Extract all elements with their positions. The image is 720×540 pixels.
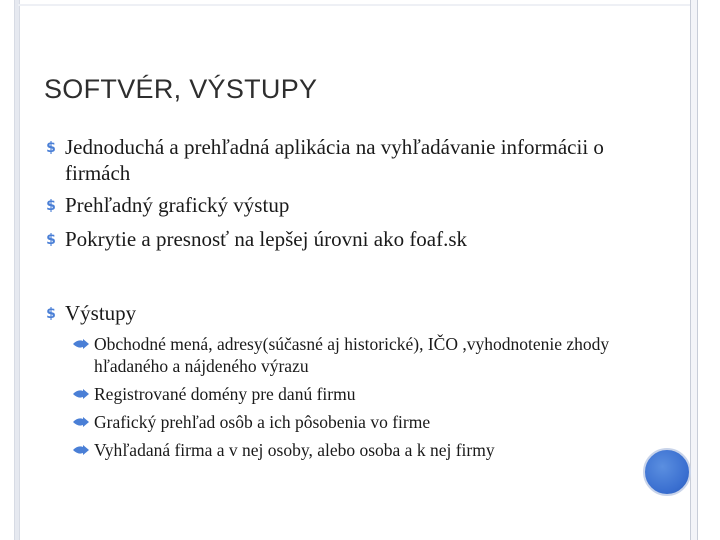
sub-bullet-text: Vyhľadaná firma a v nej osoby, alebo osoba a k nej firmy xyxy=(94,440,495,460)
arrow-bullet-icon xyxy=(72,338,90,350)
arrow-bullet-icon xyxy=(72,444,90,456)
bullet-text: Pokrytie a presnosť na lepšej úrovni ako foaf.sk xyxy=(65,227,468,251)
bullet-text: Jednoduchá a prehľadná aplikácia na vyhľadávanie informácii o firmách xyxy=(65,135,604,185)
sub-bullet-text: Registrované domény pre danú firmu xyxy=(94,384,356,404)
slide-frame-left xyxy=(14,0,20,540)
slide-frame-right xyxy=(690,0,698,540)
slide-title: SOFTVÉR, VÝSTUPY xyxy=(44,74,318,104)
dollar-sign-icon xyxy=(44,232,58,246)
list-item xyxy=(72,383,632,405)
sub-bullet-text: Grafický prehľad osôb a ich pôsobenia vo firme xyxy=(94,412,431,432)
bullet-text: Prehľadný grafický výstup xyxy=(65,193,290,217)
svg-text:$: $ xyxy=(46,306,56,320)
dollar-sign-icon xyxy=(44,140,58,154)
arrow-bullet-icon xyxy=(72,416,90,428)
list-item xyxy=(44,300,644,326)
decorative-circle xyxy=(643,448,691,496)
list-item xyxy=(44,192,644,218)
dollar-sign-icon xyxy=(44,306,58,320)
section-label: Výstupy xyxy=(65,301,137,325)
dollar-sign-icon xyxy=(44,198,58,212)
arrow-bullet-icon xyxy=(72,388,90,400)
svg-text:$: $ xyxy=(46,198,56,212)
list-item xyxy=(44,226,644,252)
slide-frame-top xyxy=(18,4,690,6)
sub-bullet-list xyxy=(72,333,632,467)
section-bullet-list xyxy=(44,300,644,326)
svg-text:$: $ xyxy=(46,232,56,246)
main-bullet-list xyxy=(44,134,644,260)
list-item xyxy=(72,439,632,461)
list-item xyxy=(72,333,632,377)
list-item xyxy=(44,134,644,186)
svg-text:$: $ xyxy=(46,140,56,154)
list-item xyxy=(72,411,632,433)
sub-bullet-text: Obchodné mená, adresy(súčasné aj historické), IČO ,vyhodnotenie zhody hľadaného a nájdeného výrazu xyxy=(94,334,610,376)
